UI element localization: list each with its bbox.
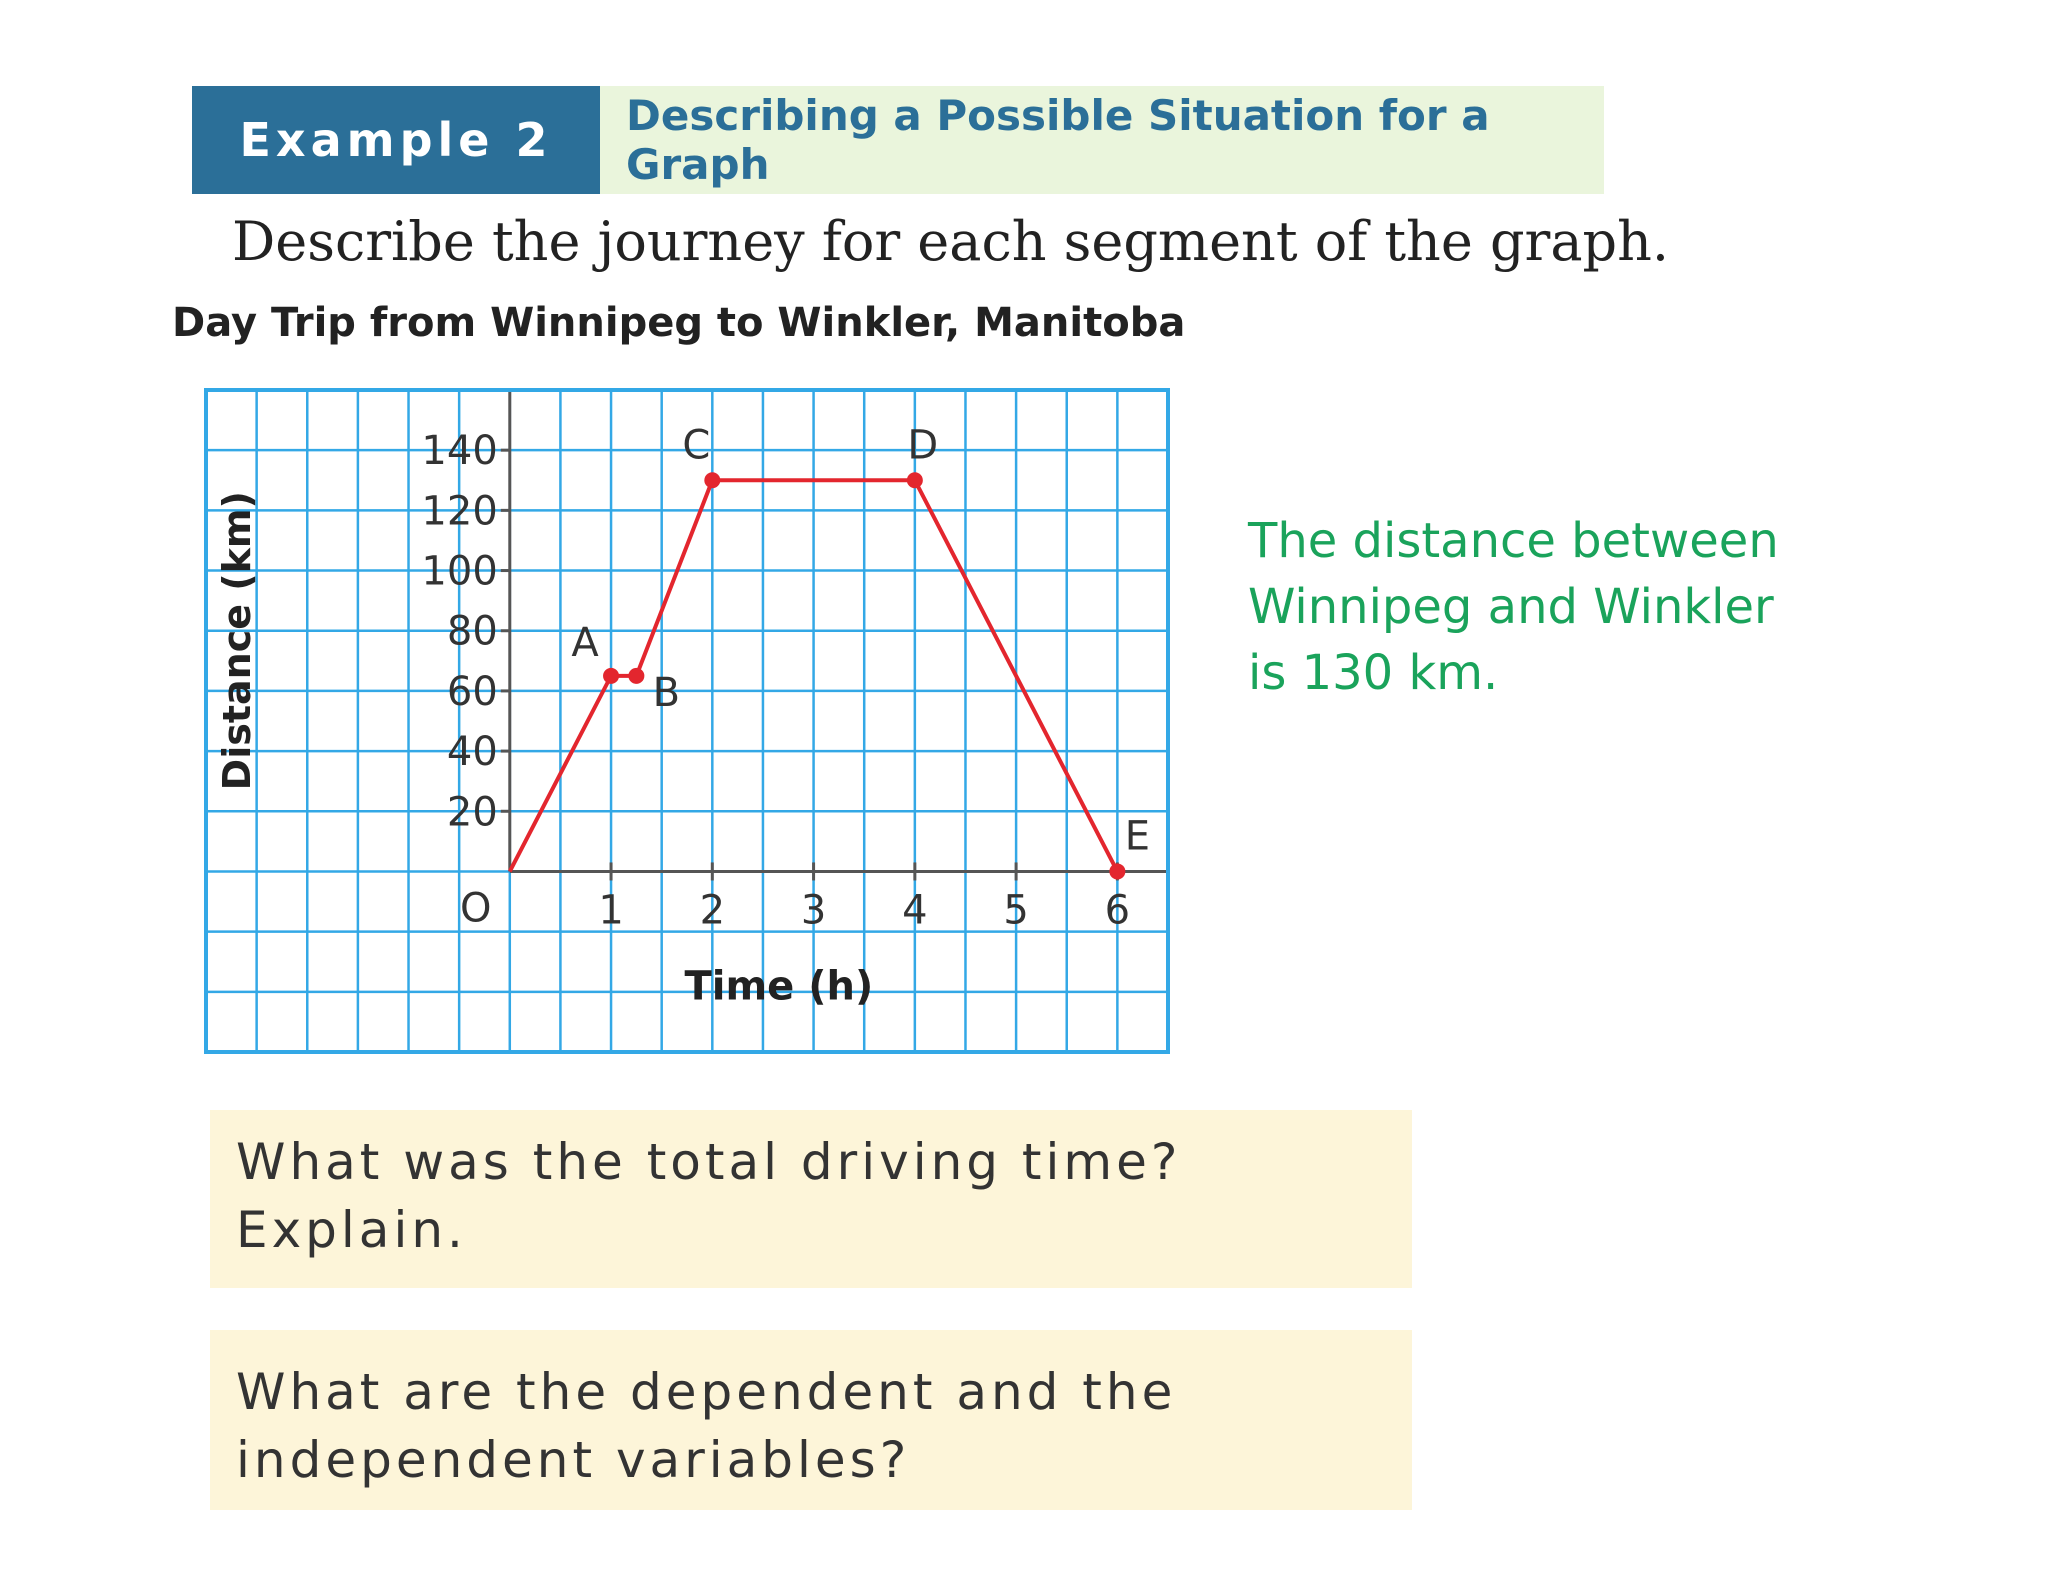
example-title: Describing a Possible Situation for a Graph	[600, 86, 1604, 194]
y-tick-label: 140	[421, 428, 498, 475]
y-tick-label: 60	[446, 668, 498, 715]
y-tick-label: 40	[446, 729, 498, 776]
y-tick-label: 100	[421, 548, 498, 595]
prompt-text: Describe the journey for each segment of the graph.	[232, 210, 1670, 273]
question-box-driving-time: What was the total driving time? Explain.	[210, 1110, 1412, 1288]
example-label: Example 2	[192, 86, 600, 194]
origin-label: O	[460, 885, 492, 932]
point-label-d: D	[907, 422, 939, 469]
y-tick-label: 120	[421, 488, 498, 535]
point-label-a: A	[571, 619, 599, 666]
point-label-e: E	[1124, 813, 1151, 860]
point-c	[704, 472, 720, 488]
point-e	[1109, 863, 1125, 879]
y-axis-label: Distance (km)	[215, 491, 259, 791]
point-label-b: B	[652, 669, 681, 716]
point-label-c: C	[682, 422, 711, 469]
x-tick-label: 3	[800, 887, 827, 934]
point-a	[603, 668, 619, 684]
x-tick-label: 2	[699, 887, 726, 934]
question-box-variables: What are the dependent and the independent variables?	[210, 1330, 1412, 1510]
x-tick-label: 6	[1104, 887, 1131, 934]
x-tick-label: 1	[598, 887, 624, 934]
point-d	[907, 472, 923, 488]
x-tick-label: 5	[1003, 887, 1029, 934]
x-axis-label: Time (h)	[684, 963, 874, 1010]
chart-title: Day Trip from Winnipeg to Winkler, Manitoba	[172, 300, 1186, 346]
plot-frame	[206, 390, 1168, 1052]
x-tick-label: 4	[902, 887, 928, 934]
y-tick-label: 20	[446, 789, 498, 836]
y-tick-label: 80	[446, 608, 498, 655]
point-b	[628, 668, 644, 684]
distance-note: The distance between Winnipeg and Winkler is 130 km.	[1248, 513, 1779, 701]
